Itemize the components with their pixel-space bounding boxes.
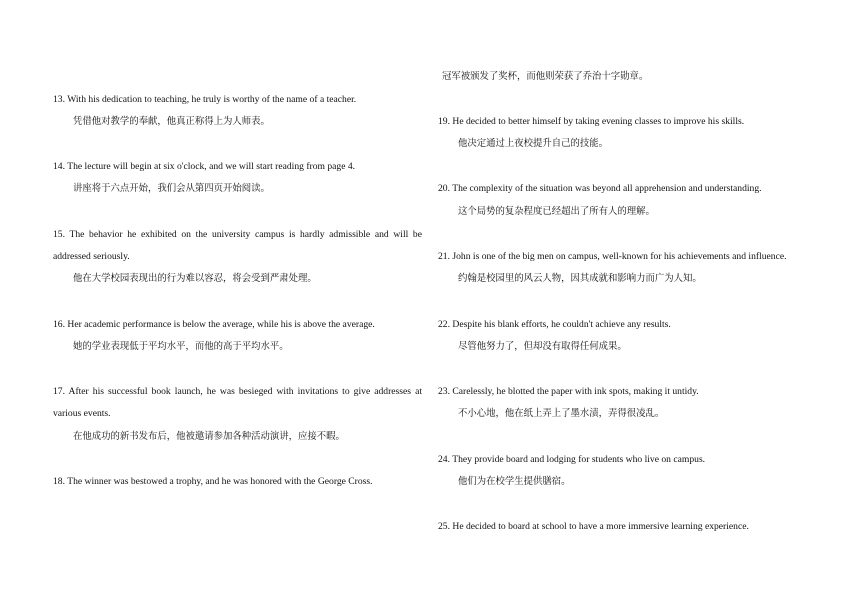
- sentence-13-chinese: 凭借他对教学的奉献，他真正称得上为人师表。: [73, 116, 270, 127]
- sentence-22-english: 22. Despite his blank efforts, he couldn't achieve any results.: [438, 319, 671, 330]
- sentence-16-english: 16. Her academic performance is below the average, while his is above the average.: [53, 319, 375, 330]
- sentence-24-english: 24. They provide board and lodging for students who live on campus.: [438, 454, 706, 465]
- sentence-13-english: 13. With his dedication to teaching, he truly is worthy of the name of a teacher.: [53, 94, 357, 105]
- sentence-20-chinese: 这个局势的复杂程度已经超出了所有人的理解。: [458, 206, 655, 217]
- sentence-20-english: 20. The complexity of the situation was beyond all apprehension and understanding.: [438, 183, 762, 194]
- sentence-21-english: 21. John is one of the big men on campus, well-known for his achievements and influence.: [438, 251, 787, 262]
- sentence-19-chinese: 他决定通过上夜校提升自己的技能。: [458, 138, 609, 149]
- sentence-15-english-line2: addressed seriously.: [53, 251, 130, 262]
- sentence-14-english: 14. The lecture will begin at six o'clock, and we will start reading from page 4.: [53, 161, 356, 172]
- sentence-22-chinese: 尽管他努力了，但却没有取得任何成果。: [458, 341, 627, 352]
- sentence-19-english: 19. He decided to better himself by taking evening classes to improve his skills.: [438, 116, 745, 127]
- sentence-15-english-line1: 15. The behavior he exhibited on the university campus is hardly admissible and will be: [53, 229, 422, 240]
- sentence-16-chinese: 她的学业表现低于平均水平，而他的高于平均水平。: [73, 341, 289, 352]
- sentence-17-english-line2: various events.: [53, 408, 111, 419]
- sentence-18-english: 18. The winner was bestowed a trophy, and he was honored with the George Cross.: [53, 476, 373, 487]
- sentence-24-chinese: 他们为在校学生提供膳宿。: [458, 476, 571, 487]
- sentence-14-chinese: 讲座将于六点开始，我们会从第四页开始阅读。: [73, 183, 270, 194]
- sentence-25-english: 25. He decided to board at school to have a more immersive learning experience.: [438, 521, 749, 532]
- sentence-23-chinese: 不小心地，他在纸上弄上了墨水渍，弄得很凌乱。: [458, 408, 665, 419]
- sentence-17-chinese: 在他成功的新书发布后，他被邀请参加各种活动演讲，应接不暇。: [73, 431, 345, 442]
- sentence-21-chinese: 约翰是校园里的风云人物，因其成就和影响力而广为人知。: [458, 273, 702, 284]
- sentence-18-chinese: 冠军被颁发了奖杯，而他则荣获了乔治十字勋章。: [442, 71, 649, 82]
- sentence-15-chinese: 他在大学校园表现出的行为难以容忍，将会受到严肃处理。: [73, 273, 317, 284]
- sentence-23-english: 23. Carelessly, he blotted the paper with ink spots, making it untidy.: [438, 386, 699, 397]
- sentence-17-english-line1: 17. After his successful book launch, he was besieged with invitations to give addresses at: [53, 386, 422, 397]
